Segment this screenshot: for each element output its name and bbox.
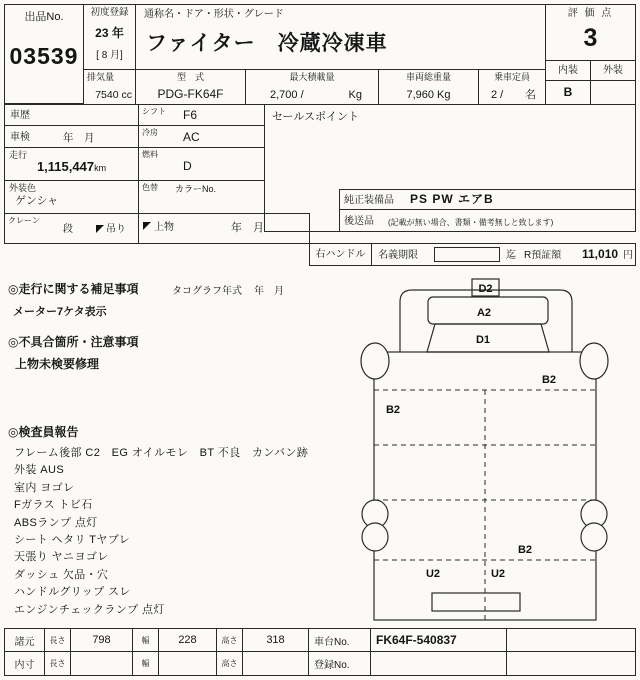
shaken-value: 年 月 (63, 132, 95, 144)
length-value: 798 (70, 628, 133, 652)
handle-box (309, 243, 372, 266)
displacement-label: 排気量 (87, 72, 115, 82)
truck-topview-svg (353, 271, 610, 627)
genuine-equipment-label: 純正装備品 (344, 195, 394, 206)
ac-value: AC (183, 130, 200, 144)
until-label: 迄 (506, 250, 516, 261)
gross-weight-label: 車両総重量 (405, 72, 451, 82)
score-label: 評 価 点 (567, 8, 614, 19)
color-no-label: カラーNo. (175, 184, 217, 194)
uwamono-value: 年 月 (231, 222, 264, 234)
defect-code-b2-bottom: B2 (517, 544, 533, 556)
length-label: 長さ (44, 628, 71, 652)
defect-code-b2-left: B2 (385, 404, 401, 416)
model-code-value: PDG-FK64F (157, 87, 224, 101)
report-line: ダッシュ 欠品・穴 (14, 568, 109, 581)
handle-label: 右ハンドル (315, 249, 366, 260)
later-items-label: 後送品 (344, 216, 374, 227)
shift-box (138, 104, 265, 126)
lot-number: 03539 (9, 43, 79, 69)
vehicle-diagram (353, 271, 610, 627)
history-box (4, 104, 139, 126)
corner-mark-icon (96, 225, 104, 233)
max-load-value: 2,700 / (270, 89, 304, 101)
defect-code-b2-right: B2 (541, 374, 557, 386)
fuel-value: D (183, 159, 192, 173)
title-box (135, 4, 546, 70)
model-code-box (135, 69, 246, 105)
crane-label: クレーン (8, 216, 40, 225)
height-label: 高さ (216, 628, 243, 652)
tachograph-label: タコグラフ年式 (172, 286, 242, 297)
score-value: 3 (583, 24, 598, 52)
interior-grade: B (563, 85, 573, 99)
grade-box (545, 60, 636, 105)
defect-note: 上物未検要修理 (15, 357, 100, 371)
report-line: Fガラス トビ石 (14, 499, 93, 512)
name-limit-label: 名義期限 (378, 250, 418, 261)
genuine-equipment-box (339, 189, 636, 210)
rear-bumper (432, 593, 520, 611)
mileage-box (4, 147, 139, 181)
chassis-no-label: 車台No. (308, 628, 371, 652)
deposit-value: 11,010 (582, 247, 619, 261)
first-reg-year: 23 年 (95, 26, 124, 40)
capacity-label: 乗車定員 (493, 72, 530, 82)
mileage-section-title: ◎走行に関する補足事項 (8, 282, 139, 296)
corner-mark-icon (143, 222, 151, 230)
name-limit-field (434, 247, 500, 262)
vehicle-title: ファイター 冷蔵冷凍車 (146, 32, 388, 55)
inner-row-label: 内寸 (4, 651, 45, 676)
defect-code-u2-right: U2 (490, 568, 506, 580)
mileage-value: 1,115,447 (36, 158, 95, 174)
first-registration-box (83, 4, 136, 70)
defect-section-title: ◎不具合箇所・注意事項 (8, 335, 139, 349)
defect-code-a2: A2 (476, 307, 492, 319)
mileage-unit: km (94, 162, 107, 173)
defect-code-d1: D1 (475, 334, 491, 346)
report-line: ハンドルグリップ スレ (14, 586, 131, 599)
rear-right-wheel (581, 523, 607, 551)
report-line: 外装 AUS (14, 464, 65, 477)
inner-width-value (158, 651, 217, 676)
color-change-box (138, 180, 265, 214)
later-items-note: (記載が無い場合、書類・備考無しと致します) (388, 218, 554, 227)
score-box (545, 4, 636, 61)
gross-weight-box (378, 69, 479, 105)
tachograph-value: 年 月 (254, 286, 284, 297)
crane-dan-label: 段 (63, 224, 73, 235)
capacity-value: 2 / (491, 89, 504, 101)
first-reg-month: [ 8 月] (96, 50, 123, 61)
uwamono-label: 上物 (154, 222, 174, 233)
max-load-label: 最大積載量 (289, 72, 335, 82)
chassis-no-value: FK64F-540837 (370, 628, 507, 652)
fuel-label: 燃料 (142, 150, 158, 159)
inspector-report (14, 444, 308, 618)
model-code-label: 型 式 (176, 72, 204, 82)
displacement-value: 7540 cc (95, 89, 132, 101)
shift-value: F6 (183, 108, 198, 122)
title-header: 通称名・ドア・形状・グレード (144, 9, 284, 20)
deposit-unit: 円 (623, 250, 633, 261)
color-change-label: 色替 (142, 183, 158, 192)
exterior-color-box (4, 180, 139, 214)
front-left-wheel (361, 343, 389, 379)
capacity-box (478, 69, 546, 105)
shaken-box (4, 125, 139, 148)
height-value: 318 (242, 628, 309, 652)
later-items-box (339, 209, 636, 232)
displacement-box (83, 69, 136, 105)
width-label: 幅 (132, 651, 159, 676)
defect-code-u2-left: U2 (425, 568, 441, 580)
lot-label: 出品No. (24, 11, 64, 23)
crane-box (4, 213, 139, 244)
exterior-label: 外装 (603, 65, 623, 76)
report-line: 天張り ヤニヨゴレ (14, 551, 109, 564)
defect-code-d2: D2 (478, 283, 493, 295)
meter-note: メーター7ケタ表示 (13, 306, 107, 318)
gross-weight-value: 7,960 Kg (406, 89, 451, 101)
ac-box (138, 125, 265, 148)
length-label: 長さ (44, 651, 71, 676)
front-right-wheel (580, 343, 608, 379)
inner-length-value (70, 651, 133, 676)
width-label: 幅 (132, 628, 159, 652)
first-reg-label: 初度登録 (90, 7, 129, 18)
max-load-box (245, 69, 379, 105)
registration-no-label: 登録No. (308, 651, 371, 676)
exterior-color-label: 外装色 (9, 183, 37, 193)
report-line: エンジンチェックランプ 点灯 (14, 603, 165, 616)
rear-left-wheel (362, 523, 388, 551)
lot-box (4, 4, 84, 104)
shift-label: シフト (142, 107, 166, 116)
report-line: フレーム後部 C2 EG オイルモレ BT 不良 カンバン跡 (14, 447, 309, 459)
report-line: ABSランプ 点灯 (14, 516, 98, 529)
genuine-equipment-value: PS PW エアB (410, 192, 494, 206)
shaken-label: 車検 (10, 132, 30, 143)
history-label: 車歴 (10, 110, 30, 121)
width-value: 228 (158, 628, 217, 652)
crane-tsuri-label: 吊り (106, 224, 126, 235)
footer-empty-cell (506, 628, 636, 652)
mileage-label: 走行 (9, 150, 28, 160)
height-label: 高さ (216, 651, 243, 676)
max-load-unit: Kg (348, 89, 362, 101)
report-line: シート ヘタリ Tヤブレ (14, 533, 131, 546)
deposit-label: R預証額 (524, 250, 562, 261)
dims-row-label: 諸元 (4, 628, 45, 652)
capacity-unit: 名 (525, 89, 536, 101)
report-line: 室内 ヨゴレ (14, 481, 75, 494)
footer-empty-cell (506, 651, 636, 676)
inspector-section-title: ◎検査員報告 (8, 425, 79, 439)
name-limit-box (371, 243, 636, 266)
registration-no-value (370, 651, 507, 676)
ac-label: 冷房 (142, 128, 158, 137)
interior-label: 内装 (558, 65, 578, 76)
fuel-box (138, 147, 265, 181)
exterior-color-value: ゲンシャ (15, 195, 59, 208)
inner-height-value (242, 651, 309, 676)
sales-point-label: セールスポイント (272, 111, 360, 123)
